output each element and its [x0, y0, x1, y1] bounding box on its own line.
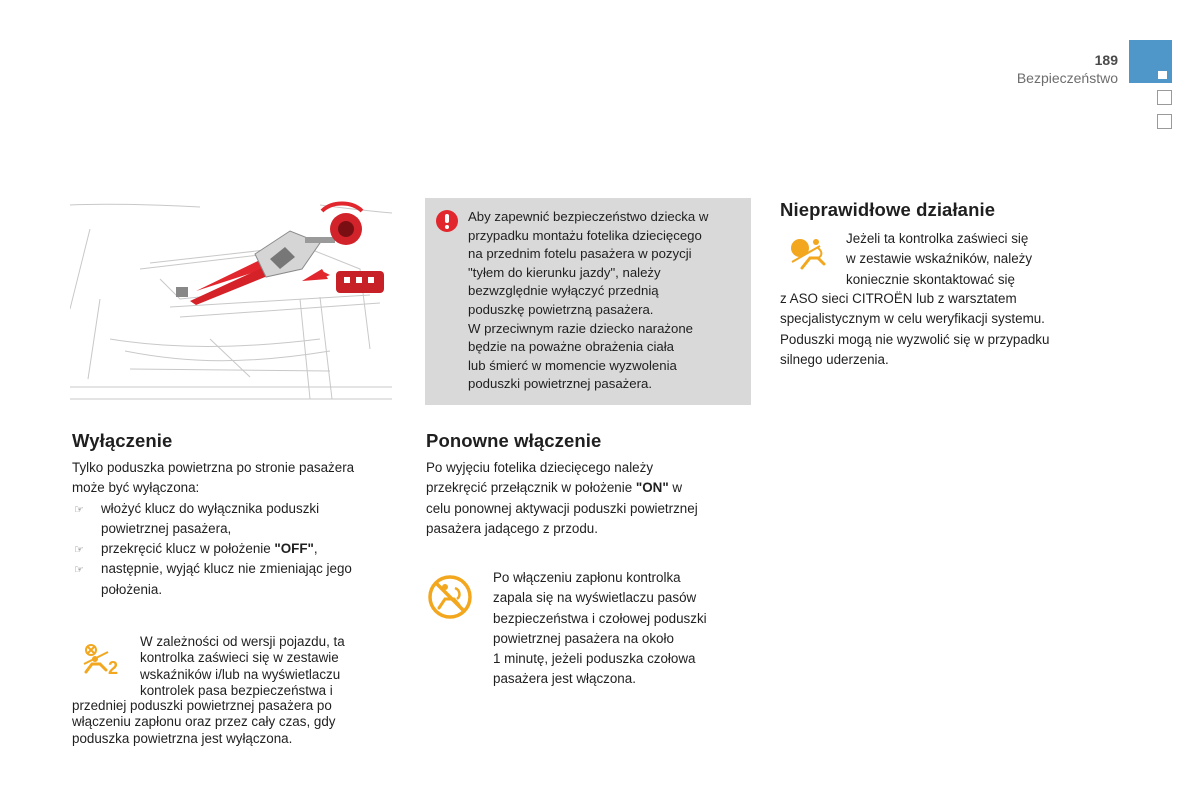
pointing-hand-icon: ☞ — [74, 564, 84, 577]
pointing-hand-icon: ☞ — [74, 544, 84, 557]
child-seat-warning-box — [425, 198, 751, 405]
section-tab-marker — [1129, 40, 1172, 83]
warning-icon — [436, 210, 458, 232]
svg-text:2: 2 — [108, 658, 119, 676]
reenable-body: Po wyjęciu fotelika dziecięcego należy przekręcić przełącznik w położenie "ON" w celu ponownej aktywacji poduszki powietrznej pasażera jadącego z przodu. — [426, 460, 698, 536]
disable-note-full: przedniej poduszki powietrznej pasażera po włączeniu zapłonu oraz przez cały czas, gdy poduszka powietrzna jest wyłączona. — [72, 698, 336, 746]
page-number: 189 — [1094, 52, 1118, 68]
list-item: ☞ włożyć klucz do wyłącznika poduszki powietrznej pasażera, — [74, 500, 320, 536]
pointing-hand-icon: ☞ — [74, 503, 84, 516]
disable-intro: Tylko poduszka powietrzna po stronie pasażera może być wyłączona: — [72, 460, 355, 496]
disable-heading: Wyłączenie — [72, 430, 173, 451]
warning-text: Aby zapewnić bezpieczeństwo dziecka w przypadku montażu fotelika dziecięcego na przednim fotelu pasażera w pozycji "tyłem do kierunku jazdy", należy bezwzględnie wyłączyć przednią poduszkę powietrzną pasażera. W przeciwnym razie dziecko narażone będzie na poważne obrażenia ciała lub śmierć w momencie wyzwolenia poduszki powietrznej pasażera. — [468, 209, 709, 392]
section-tab-box — [1157, 114, 1172, 129]
malfunction-note-full: z ASO sieci CITROËN lub z warsztatem specjalistycznym w celu weryfikacji systemu. Poduszki mogą nie wyzwolić się w przypadku silnego uderzenia. — [780, 291, 1050, 367]
list-item: ☞ następnie, wyjąć klucz nie zmieniając jego położenia. — [74, 561, 352, 597]
reenable-heading: Ponowne włączenie — [426, 430, 602, 451]
glovebox-key-switch-illustration — [70, 199, 392, 416]
airbag-warning-indicator-icon — [786, 234, 830, 274]
disable-note-indent: W zależności od wersji pojazdu, ta kontrolka zaświeci się w zestawie wskaźników i/lub na wyświetlaczu kontrolek pasa bezpieczeństwa i — [140, 634, 345, 698]
malfunction-heading: Nieprawidłowe działanie — [780, 199, 996, 220]
disable-steps-list — [72, 499, 412, 600]
reenable-note: Po włączeniu zapłonu kontrolka zapala się na wyświetlaczu pasów bezpieczeństwa i czołowej poduszki powietrznej pasażera na około 1 minutę, jeżeli poduszka czołowa pasażera jest włączona. — [493, 570, 707, 687]
disable-body — [72, 458, 412, 600]
malfunction-note-indent: Jeżeli ta kontrolka zaświeci się w zestawie wskaźników, należy koniecznie skontaktować się — [846, 231, 1033, 287]
section-name: Bezpieczeństwo — [1016, 70, 1118, 86]
list-item: ☞ przekręcić klucz w położenie "OFF", — [72, 539, 412, 559]
airbag-off-icon — [427, 574, 473, 620]
section-tab-box — [1157, 90, 1172, 105]
passenger-airbag-2-icon — [78, 642, 124, 676]
